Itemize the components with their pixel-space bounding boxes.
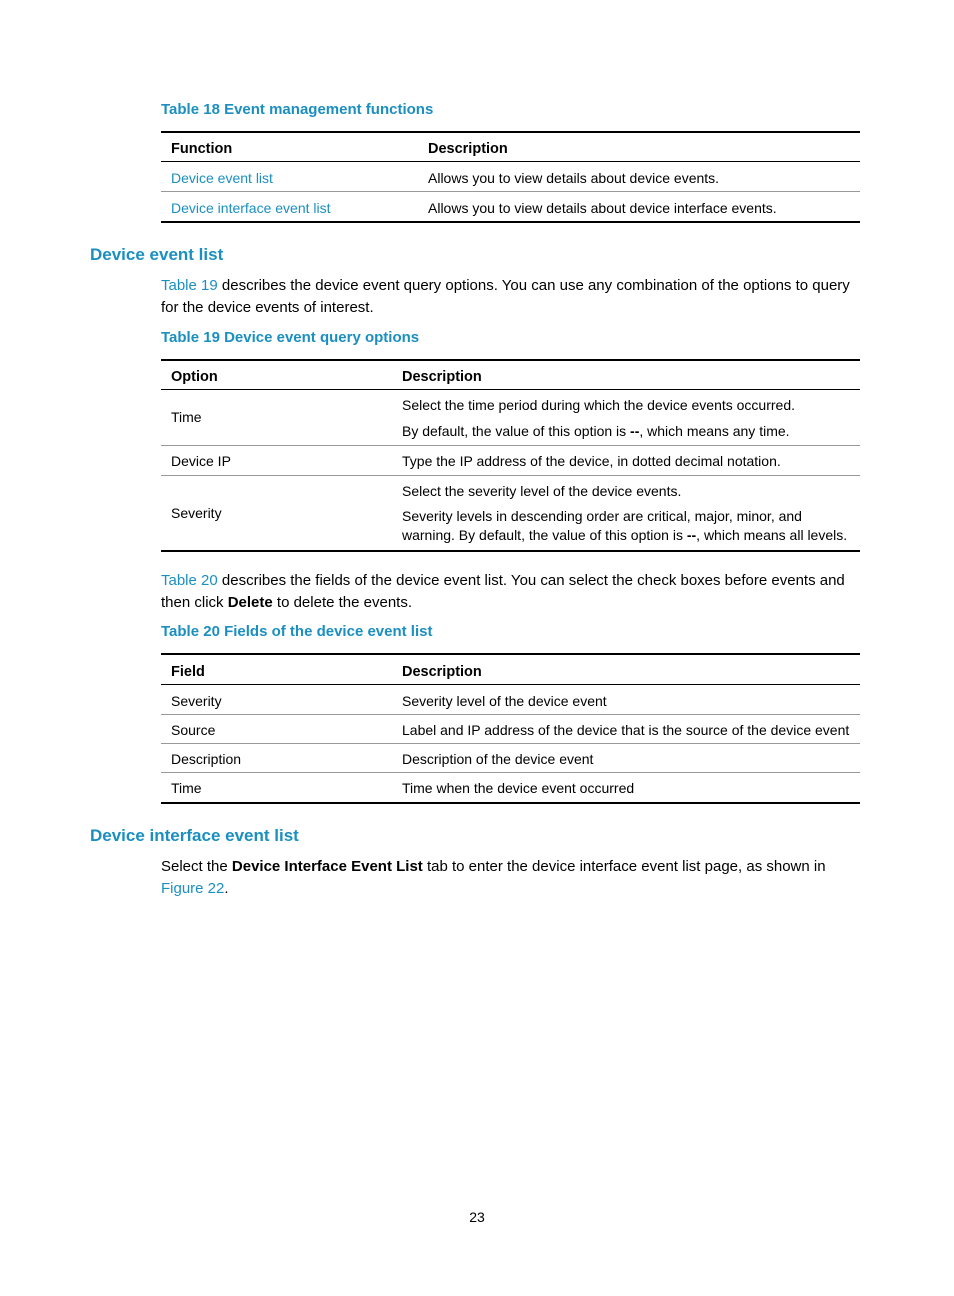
- table-18-caption: Table 18 Event management functions: [161, 101, 434, 118]
- device-event-list-link[interactable]: Device event list: [171, 170, 273, 186]
- table-row: [161, 446, 860, 476]
- severity-desc-line1: Select the severity level of the device events.: [402, 483, 682, 499]
- header-description: Description: [402, 369, 482, 385]
- table-18: [161, 131, 860, 223]
- option-severity: Severity: [171, 505, 222, 521]
- page-number: 23: [469, 1209, 485, 1225]
- option-device-ip: Device IP: [171, 453, 231, 469]
- time-desc-line2: By default, the value of this option is --, which means any time.: [402, 423, 790, 439]
- header-description: Description: [402, 664, 482, 680]
- field-name: Severity: [171, 693, 222, 709]
- delete-term: Delete: [227, 594, 273, 611]
- table-header: [161, 133, 860, 162]
- header-description: Description: [428, 141, 508, 157]
- header-field: Field: [171, 664, 205, 680]
- field-name: Description: [171, 751, 242, 767]
- table-19-caption: Table 19 Device event query options: [161, 329, 420, 346]
- section-heading-device-interface-event-list: Device interface event list: [90, 826, 299, 845]
- field-name: Time: [171, 780, 202, 796]
- table-row: [161, 192, 860, 223]
- table-row: [161, 773, 860, 804]
- table-20-caption: Table 20 Fields of the device event list: [161, 623, 433, 640]
- table-20: [161, 653, 860, 804]
- section2-paragraph: Select the Device Interface Event List tab to enter the device interface event list page, as shown in Figure 22.: [161, 858, 826, 897]
- table-row: [161, 476, 860, 552]
- time-desc-line1: Select the time period during which the device events occurred.: [402, 397, 795, 413]
- header-option: Option: [171, 369, 218, 385]
- table-header: [161, 655, 860, 685]
- device-interface-event-list-tab-term: Device Interface Event List: [231, 858, 423, 875]
- table-row: [161, 685, 860, 715]
- field-name: Source: [171, 722, 216, 738]
- table-20-link[interactable]: Table 20: [161, 572, 218, 589]
- field-description: Description of the device event: [402, 751, 594, 767]
- device-interface-event-list-link[interactable]: Device interface event list: [171, 200, 331, 216]
- row-description: Allows you to view details about device events.: [428, 170, 720, 186]
- table-row: [161, 162, 860, 192]
- severity-desc-line2: Severity levels in descending order are critical, major, minor, and: [402, 508, 802, 524]
- header-function: Function: [171, 141, 233, 157]
- row-description: Allows you to view details about device interface events.: [428, 200, 777, 216]
- table-row: [161, 715, 860, 744]
- figure-22-link[interactable]: Figure 22: [161, 880, 225, 897]
- table-header: [161, 361, 860, 390]
- table-20-intro-paragraph: Table 20 describes the fields of the device event list. You can select the check boxes before events and then click Delete to delete the events.: [161, 572, 845, 611]
- paragraph-text: describes the device event query options. You can use any combination of the options to query for the device events of interest.: [161, 277, 850, 316]
- table-19-link[interactable]: Table 19: [161, 277, 218, 294]
- field-description: Severity level of the device event: [402, 693, 607, 709]
- option-time: Time: [171, 409, 202, 425]
- table-19: [161, 359, 860, 552]
- device-ip-desc: Type the IP address of the device, in dotted decimal notation.: [402, 453, 781, 469]
- section1-paragraph: [161, 275, 865, 319]
- table-row: [161, 744, 860, 773]
- field-description: Label and IP address of the device that is the source of the device event: [402, 722, 850, 738]
- severity-desc-line3: warning. By default, the value of this option is --, which means all levels.: [402, 527, 848, 543]
- field-description: Time when the device event occurred: [402, 780, 635, 796]
- table-row: [161, 390, 860, 446]
- section-heading-device-event-list: Device event list: [90, 245, 224, 264]
